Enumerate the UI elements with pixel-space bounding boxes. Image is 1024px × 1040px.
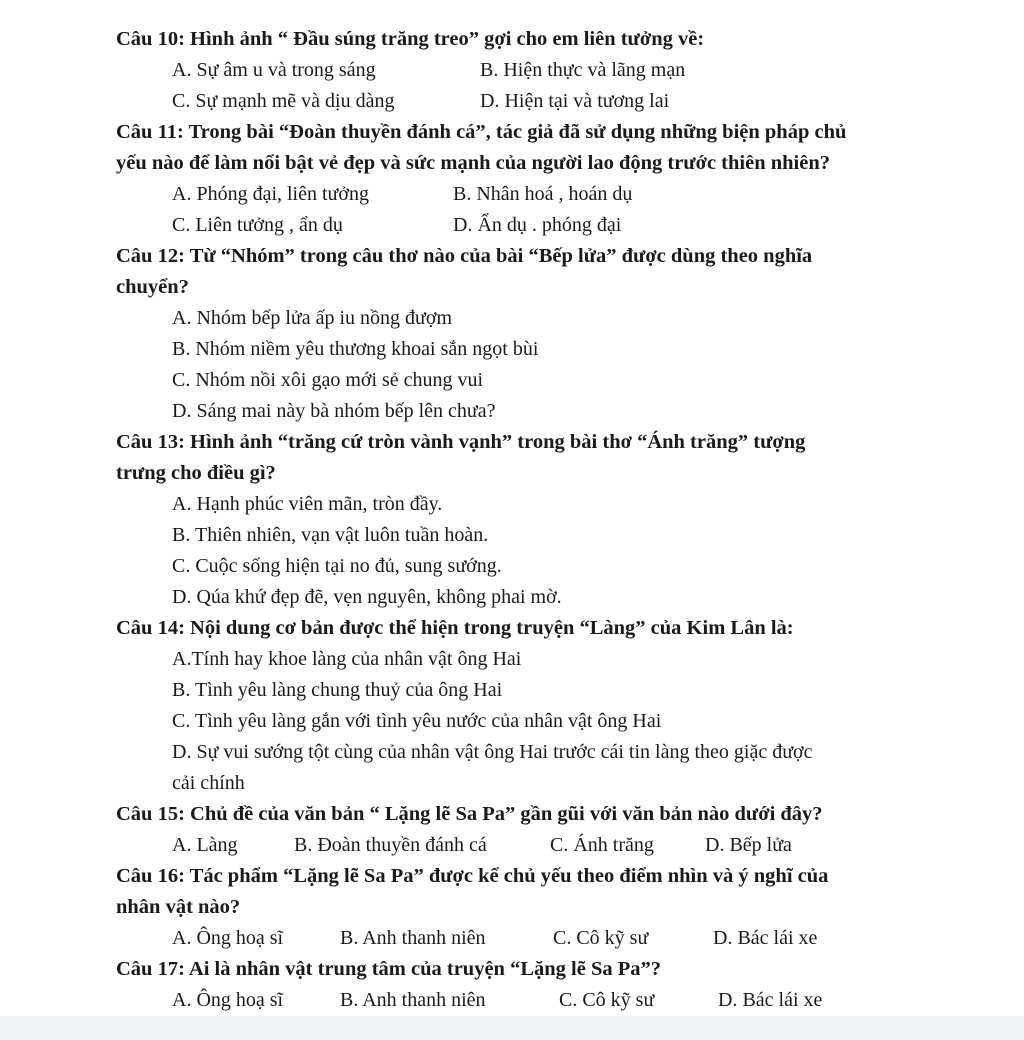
question-13-title-line2: trưng cho điều gì? bbox=[116, 462, 276, 484]
question-10-option-d: D. Hiện tại và tương lai bbox=[480, 90, 670, 112]
question-12-option-d: D. Sáng mai này bà nhóm bếp lên chưa? bbox=[172, 400, 496, 422]
question-11-title-line1: Câu 11: Trong bài “Đoàn thuyền đánh cá”, tác giả đã sử dụng những biện pháp chủ bbox=[116, 121, 847, 143]
question-14-option-c: C. Tình yêu làng gắn với tình yêu nước của nhân vật ông Hai bbox=[172, 710, 662, 732]
question-13-option-b: B. Thiên nhiên, vạn vật luôn tuần hoàn. bbox=[172, 524, 489, 546]
question-14-option-a: A.Tính hay khoe làng của nhân vật ông Hai bbox=[172, 648, 522, 670]
question-17-option-c: C. Cô kỹ sư bbox=[559, 989, 655, 1011]
question-16-title-line1: Câu 16: Tác phẩm “Lặng lẽ Sa Pa” được kể chủ yếu theo điểm nhìn và ý nghĩ của bbox=[116, 865, 829, 887]
question-12-option-c: C. Nhóm nồi xôi gạo mới sẻ chung vui bbox=[172, 369, 484, 391]
question-16-title-line2: nhân vật nào? bbox=[116, 896, 241, 918]
question-10-option-b: B. Hiện thực và lãng mạn bbox=[480, 59, 686, 81]
question-10-title: Câu 10: Hình ảnh “ Đầu súng trăng treo” gợi cho em liên tưởng về: bbox=[116, 28, 705, 50]
question-10-option-a: A. Sự âm u và trong sáng bbox=[172, 59, 376, 81]
question-17-option-b: B. Anh thanh niên bbox=[340, 989, 486, 1011]
question-14-option-d-line1: D. Sự vui sướng tột cùng của nhân vật ông Hai trước cái tin làng theo giặc được bbox=[172, 741, 813, 763]
question-12-option-a: A. Nhóm bếp lửa ấp iu nồng đượm bbox=[172, 307, 452, 329]
question-12-title-line1: Câu 12: Từ “Nhóm” trong câu thơ nào của bài “Bếp lửa” được dùng theo nghĩa bbox=[116, 245, 813, 267]
question-16-option-a: A. Ông hoạ sĩ bbox=[172, 927, 284, 949]
question-16-option-c: C. Cô kỹ sư bbox=[553, 927, 649, 949]
question-16-option-d: D. Bác lái xe bbox=[713, 927, 818, 949]
bottom-edge-strip bbox=[0, 1016, 1024, 1040]
question-13-option-a: A. Hạnh phúc viên mãn, tròn đầy. bbox=[172, 493, 443, 515]
question-14-option-b: B. Tình yêu làng chung thuỷ của ông Hai bbox=[172, 679, 503, 701]
question-17-title: Câu 17: Ai là nhân vật trung tâm của truyện “Lặng lẽ Sa Pa”? bbox=[116, 958, 662, 980]
question-15-option-a: A. Làng bbox=[172, 834, 238, 856]
question-17-option-d: D. Bác lái xe bbox=[718, 989, 823, 1011]
question-13-option-c: C. Cuộc sống hiện tại no đủ, sung sướng. bbox=[172, 555, 502, 577]
question-11-option-a: A. Phóng đại, liên tưởng bbox=[172, 183, 369, 205]
question-15-option-d: D. Bếp lửa bbox=[705, 834, 792, 856]
question-11-option-b: B. Nhân hoá , hoán dụ bbox=[453, 183, 633, 205]
question-15-option-c: C. Ánh trăng bbox=[550, 834, 654, 856]
question-10-option-c: C. Sự mạnh mẽ và dịu dàng bbox=[172, 90, 395, 112]
question-13-title-line1: Câu 13: Hình ảnh “trăng cứ tròn vành vạnh” trong bài thơ “Ánh trăng” tượng bbox=[116, 431, 806, 453]
question-11-option-d: D. Ẩn dụ . phóng đại bbox=[453, 214, 622, 236]
question-14-title: Câu 14: Nội dung cơ bản được thể hiện trong truyện “Làng” của Kim Lân là: bbox=[116, 617, 794, 639]
question-15-title: Câu 15: Chủ đề của văn bản “ Lặng lẽ Sa Pa” gần gũi với văn bản nào dưới đây? bbox=[116, 803, 823, 825]
question-11-option-c: C. Liên tưởng , ẩn dụ bbox=[172, 214, 343, 236]
question-16-option-b: B. Anh thanh niên bbox=[340, 927, 486, 949]
question-12-option-b: B. Nhóm niềm yêu thương khoai sắn ngọt bùi bbox=[172, 338, 539, 360]
question-12-title-line2: chuyển? bbox=[116, 276, 189, 298]
question-15-option-b: B. Đoàn thuyền đánh cá bbox=[294, 834, 487, 856]
question-11-title-line2: yếu nào để làm nổi bật vẻ đẹp và sức mạnh của người lao động trước thiên nhiên? bbox=[116, 152, 830, 174]
question-13-option-d: D. Qúa khứ đẹp đẽ, vẹn nguyên, không phai mờ. bbox=[172, 586, 562, 608]
question-17-option-a: A. Ông hoạ sĩ bbox=[172, 989, 284, 1011]
question-14-option-d-line2: cải chính bbox=[172, 772, 245, 794]
